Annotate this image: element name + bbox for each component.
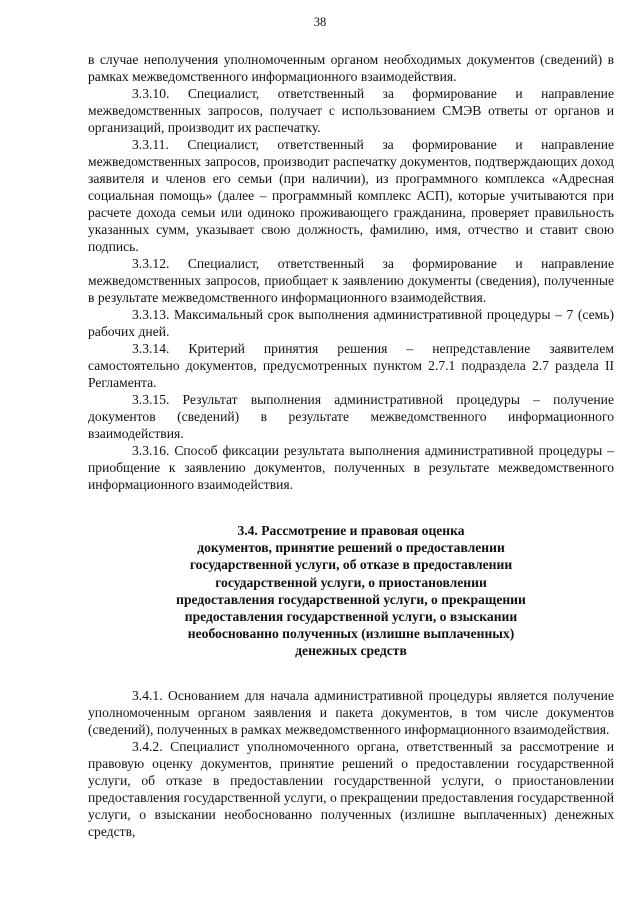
section-heading-3-4 [88,522,614,660]
paragraph-3-4-2: 3.4.2. Специалист уполномоченного органа, ответственный за рассмотрение и правовую оценку документов, принятие решений о предоставлении государственной услуги, об отказе в предоставлении государственной услуги, о приостановлении предоставления государственной услуги, о прекращении предоставления государственной услуги, о взыскании необоснованно полученных (излишне выплаченных) денежных средств, [88,738,614,839]
heading-spacer [88,660,614,687]
paragraph-3-3-10: 3.3.10. Специалист, ответственный за формирование и направление межведомственных запросов, получает с использованием СМЭВ ответы от органов и организаций, производит их распечатку. [88,86,614,135]
paragraph-3-3-14: 3.3.14. Критерий принятия решения – непредставление заявителем самостоятельно документов, предусмотренных пунктом 2.7.1 подраздела 2.7 раздела II Регламента. [88,341,614,390]
paragraph-3-3-12: 3.3.12. Специалист, ответственный за формирование и направление межведомственных запросов, приобщает к заявлению документы (сведения), полученные в результате межведомственного информационного взаимодействия. [88,256,614,305]
paragraph-3-3-16: 3.3.16. Способ фиксации результата выполнения административной процедуры – приобщение к заявлению документов, полученных в результате межведомственного информационного взаимодействия. [88,443,614,492]
heading-line: денежных средств [295,643,407,659]
paragraphs-after [88,687,614,840]
paragraph-3-4-1: 3.4.1. Основанием для начала административной процедуры является получение уполномоченным органом заявления и пакета документов, в том числе документов (сведений), полученных в рамках межведомственного информационного взаимодействия. [88,687,614,737]
paragraph-cont: в случае неполучения уполномоченным органом необходимых документов (сведений) в рамках межведомственного информационного взаимодействия. [88,52,614,84]
heading-line: государственной услуги, о приостановлении [215,574,487,590]
heading-line: 3.4. Рассмотрение и правовая оценка [237,523,465,538]
paragraphs-before [88,51,614,493]
heading-line: государственной услуги, об отказе в предоставлении [189,557,513,573]
heading-line: предоставления государственной услуги, о прекращении [176,591,526,607]
paragraph-3-3-13: 3.3.13. Максимальный срок выполнения административной процедуры – 7 (семь) рабочих дней. [88,307,614,339]
heading-line: необоснованно полученных (излишне выплаченных) [187,626,515,642]
heading-line: документов, принятие решений о предоставлении [197,540,505,556]
document-body [88,51,614,840]
page-number: 38 [313,15,327,29]
paragraph-3-3-11: 3.3.11. Специалист, ответственный за формирование и направление межведомственных запросов, производит распечатку документов, подтверждающих доход заявителя и членов его семьи (при наличии), из программного комплекса «Адресная социальная помощь» (далее – программный комплекс АСП), которые учитываются при расчете дохода семьи или одиноко проживающего гражданина, проверяет правильность указанных сумм, указывает свою должность, фамилию, имя, отчество и ставит свою подпись. [88,137,614,254]
paragraph-3-3-15: 3.3.15. Результат выполнения административной процедуры – получение документов (сведений) в результате межведомственного информационного взаимодействия. [88,392,614,441]
heading-line: предоставления государственной услуги, о взыскании [184,609,518,625]
